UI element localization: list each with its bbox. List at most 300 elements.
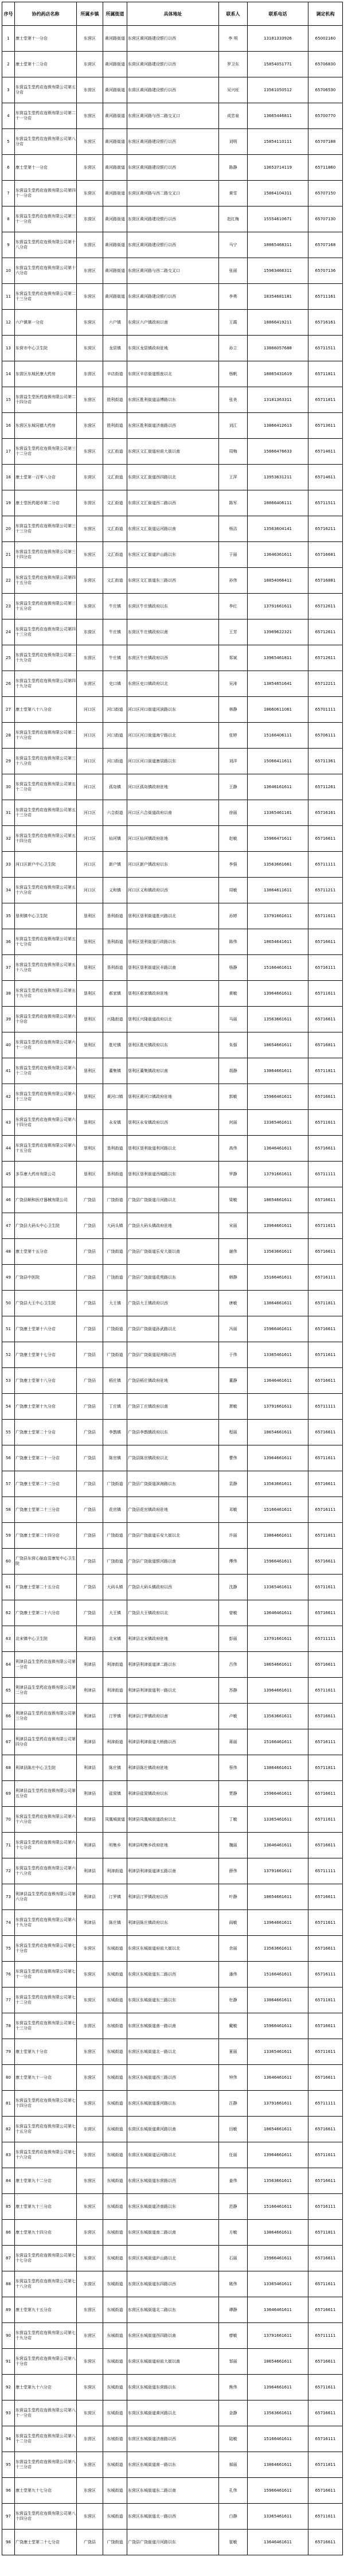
cell-town: 广饶县 <box>77 1368 103 1394</box>
cell-street: 东城街道 <box>103 2246 127 2271</box>
cell-index: 94 <box>2 2426 15 2452</box>
table-row <box>2 1652 343 1678</box>
cell-address: 东营区东城街道西三路以西 <box>127 2065 219 2091</box>
cell-index: 30 <box>2 774 15 800</box>
cell-index: 66 <box>2 1704 15 1729</box>
cell-address: 东营区黄河路建设银行以西 <box>127 155 219 181</box>
cell-town: 东营区 <box>77 413 103 439</box>
cell-index: 51 <box>2 1316 15 1342</box>
cell-index: 67 <box>2 1729 15 1755</box>
cell-agency: 65711611 <box>308 2142 343 2168</box>
cell-address: 东营区黄河路与西二路交叉口 <box>127 103 219 129</box>
table-row <box>2 2246 343 2271</box>
cell-agency: 65711611 <box>308 1807 343 1833</box>
cell-contact: 田敏 <box>219 2117 248 2142</box>
cell-agency: 65714611 <box>308 465 343 490</box>
cell-name: 东营益生堂药店连锁有限公司第五十三分店 <box>15 800 77 826</box>
cell-town: 东营区 <box>77 2271 103 2297</box>
cell-town: 广饶县 <box>77 1342 103 1368</box>
table-row <box>2 2452 343 2478</box>
cell-index: 21 <box>2 542 15 568</box>
cell-town: 垦利区 <box>77 1084 103 1110</box>
table-row <box>2 2504 343 2530</box>
table-row <box>2 1704 343 1729</box>
cell-name: 康士堂第九十四分店 <box>15 2220 77 2246</box>
cell-street: 六合街道 <box>103 800 127 826</box>
header-address: 具体地址 <box>127 2 219 26</box>
cell-phone: 13646361611 <box>248 542 308 568</box>
cell-agency: 65711611 <box>308 2271 343 2297</box>
table-row <box>2 232 343 258</box>
cell-contact: 廖敏 <box>219 2323 248 2349</box>
cell-agency: 65716611 <box>308 2478 343 2504</box>
cell-name: 东营益生堂药店连锁有限公司第六十七分店 <box>15 1833 77 1858</box>
cell-address: 东营区东城街道南二路以南 <box>127 2220 219 2246</box>
cell-street: 明集乡 <box>103 1833 127 1858</box>
cell-name: 东营益生堂药店连锁有限公司第五十九分店 <box>15 981 77 1007</box>
cell-town: 东营区 <box>77 284 103 310</box>
cell-contact: 熊伟 <box>219 2375 248 2400</box>
cell-index: 29 <box>2 749 15 774</box>
cell-contact: 蔡伟 <box>219 1755 248 1781</box>
table-row <box>2 129 343 155</box>
table-row <box>2 77 343 103</box>
cell-agency: 65711811 <box>308 1291 343 1316</box>
cell-phone: 15066411611 <box>248 749 308 774</box>
table-row <box>2 1471 343 1497</box>
cell-street: 文汇街道 <box>103 465 127 490</box>
cell-town: 广饶县 <box>77 1471 103 1497</box>
cell-street: 利津街道 <box>103 1652 127 1678</box>
cell-street: 郝家镇 <box>103 981 127 1007</box>
cell-index: 87 <box>2 2246 15 2271</box>
cell-name: 康士堂第九十分店 <box>15 2039 77 2065</box>
cell-street: 新户镇 <box>103 852 127 878</box>
cell-contact: 萧敏 <box>219 1394 248 1420</box>
cell-address: 东营区文汇街道东三路以西 <box>127 568 219 594</box>
cell-name: 康士堂第九十三分店 <box>15 2194 77 2220</box>
table-row <box>2 2142 343 2168</box>
table-row <box>2 1291 343 1316</box>
cell-town: 东营区 <box>77 2091 103 2117</box>
cell-name: 广饶康士堂第二十三分店 <box>15 1497 77 1523</box>
table-row <box>2 903 343 929</box>
cell-contact: 王霞 <box>219 310 248 336</box>
cell-index: 97 <box>2 2504 15 2530</box>
cell-town: 东营区 <box>77 2349 103 2375</box>
cell-index: 50 <box>2 1291 15 1316</box>
cell-agency: 65716611 <box>308 1936 343 1962</box>
cell-phone: 15166461611 <box>248 2426 308 2452</box>
cell-contact: 薛伟 <box>219 1858 248 1884</box>
cell-index: 38 <box>2 981 15 1007</box>
cell-contact: 赵敏 <box>219 826 248 852</box>
cell-agency: 65716881 <box>308 568 343 594</box>
table-row <box>2 387 343 413</box>
cell-name: 东营益生堂药店连锁有限公司第六十四分店 <box>15 1110 77 1136</box>
cell-agency: 65711611 <box>308 1910 343 1936</box>
cell-agency: 65714611 <box>308 439 343 465</box>
cell-contact: 冯丽 <box>219 1316 248 1342</box>
header-street: 所属街道 <box>103 2 127 26</box>
cell-address: 东营区黄河路与西二路交叉口 <box>127 181 219 206</box>
cell-name: 东营益生堂药店连锁有限公司第三十二分店 <box>15 439 77 465</box>
cell-index: 5 <box>2 129 15 155</box>
cell-agency: 65711611 <box>308 1342 343 1368</box>
cell-agency: 65700770 <box>308 103 343 129</box>
cell-name: 垦利镇中心卫生院 <box>15 903 77 929</box>
cell-phone: 13791661611 <box>248 1858 308 1884</box>
cell-agency: 65716111 <box>308 1265 343 1291</box>
cell-name: 广饶康士堂第二十二分店 <box>15 1471 77 1497</box>
cell-contact: 邹丽 <box>219 2349 248 2375</box>
cell-town: 东营区 <box>77 2194 103 2220</box>
cell-address: 垦利区董集镇政府以南 <box>127 1058 219 1084</box>
cell-street: 利津街道 <box>103 1729 127 1755</box>
table-row <box>2 542 343 568</box>
cell-town: 东营区 <box>77 2065 103 2091</box>
cell-street: 牛庄镇 <box>103 645 127 671</box>
table-row <box>2 774 343 800</box>
table-row <box>2 2297 343 2323</box>
cell-address: 东营区史口镇政府以北 <box>127 671 219 697</box>
cell-contact: 周敏 <box>219 878 248 903</box>
table-row <box>2 800 343 826</box>
cell-street: 东城街道 <box>103 2323 127 2349</box>
table-row <box>2 2375 343 2400</box>
cell-town: 河口区 <box>77 826 103 852</box>
cell-phone: 13791661611 <box>248 1162 308 1187</box>
cell-address: 东营区东城街道东二路以西 <box>127 1962 219 1987</box>
table-row <box>2 413 343 439</box>
cell-index: 36 <box>2 929 15 955</box>
cell-contact: 黄雪 <box>219 181 248 206</box>
cell-town: 东营区 <box>77 619 103 645</box>
cell-name: 东营益生堂药店连锁有限公司第八分店 <box>15 129 77 155</box>
cell-contact: 董静 <box>219 1368 248 1394</box>
cell-phone: 18865468311 <box>248 232 308 258</box>
table-row <box>2 206 343 232</box>
cell-street: 文汇街道 <box>103 568 127 594</box>
cell-index: 44 <box>2 1136 15 1162</box>
cell-contact: 魏丽 <box>219 1833 248 1858</box>
cell-index: 73 <box>2 1884 15 1910</box>
cell-index: 1 <box>2 26 15 52</box>
cell-contact: 李红 <box>219 594 248 619</box>
table-row <box>2 2039 343 2065</box>
cell-contact: 傅伟 <box>219 1549 248 1575</box>
table-row <box>2 1523 343 1549</box>
table-row <box>2 155 343 181</box>
cell-street: 垦利街道 <box>103 903 127 929</box>
cell-phone: 18866406111 <box>248 490 308 516</box>
cell-contact: 卢敏 <box>219 1704 248 1729</box>
cell-contact: 彭丽 <box>219 1626 248 1652</box>
cell-phone: 13646461611 <box>248 1368 308 1394</box>
cell-address: 广饶县广饶街道滨海路以东 <box>127 1471 219 1497</box>
cell-name: 东营益生堂药店连锁有限公司第三十八分店 <box>15 749 77 774</box>
cell-name: 东营市中心卫生院 <box>15 336 77 361</box>
cell-town: 东营区 <box>77 465 103 490</box>
cell-phone: 18654661611 <box>248 1420 308 1445</box>
cell-name: 河口区新户中心卫生院 <box>15 852 77 878</box>
cell-name: 东营益生堂药店连锁有限公司第七十二分店 <box>15 1987 77 2013</box>
cell-address: 河口区义和镇政府以西 <box>127 878 219 903</box>
cell-index: 88 <box>2 2271 15 2297</box>
cell-street: 文汇街道 <box>103 439 127 465</box>
cell-phone: 15966461611 <box>248 1316 308 1342</box>
cell-name: 东营益生堂药店连锁有限公司第八十分店 <box>15 2349 77 2375</box>
cell-phone: 13365461611 <box>248 2271 308 2297</box>
cell-name: 利津县益生堂药店连锁有限公司第一分店 <box>15 1652 77 1678</box>
cell-contact: 谭静 <box>219 2297 248 2323</box>
cell-index: 15 <box>2 387 15 413</box>
table-row <box>2 1342 343 1368</box>
cell-contact: 余丽 <box>219 1936 248 1962</box>
table-row <box>2 1110 343 1136</box>
cell-name: 东营益生堂药店连锁有限公司第五十二分店 <box>15 774 77 800</box>
cell-phone: 13646461611 <box>248 2065 308 2091</box>
cell-phone: 13563661661 <box>248 852 308 878</box>
cell-name: 广饶康士堂第十八分店 <box>15 1368 77 1394</box>
cell-address: 利津县凤凰城街道政府以北 <box>127 1807 219 1833</box>
cell-address: 垦利区垦利街道民丰路以南 <box>127 955 219 981</box>
cell-address: 广饶县广饶街道花苑路以东 <box>127 1265 219 1291</box>
cell-name: 东营益生堂药店连锁有限公司第七十五分店 <box>15 2117 77 2142</box>
cell-town: 东营区 <box>77 258 103 284</box>
cell-name: 利津县益生堂药店连锁有限公司第六分店 <box>15 1884 77 1910</box>
cell-agency: 65716161 <box>308 800 343 826</box>
table-row <box>2 1084 343 1110</box>
cell-agency: 65716611 <box>308 1652 343 1678</box>
cell-phone: 13646161611 <box>248 774 308 800</box>
cell-street: 胜坨镇 <box>103 1032 127 1058</box>
cell-agency: 65716611 <box>308 1549 343 1575</box>
cell-address: 东营区东城街道南一路以南 <box>127 2013 219 2039</box>
cell-street: 仙河镇 <box>103 826 127 852</box>
cell-street: 胜利街道 <box>103 413 127 439</box>
cell-phone: 15966461611 <box>248 1549 308 1575</box>
cell-town: 东营区 <box>77 2504 103 2530</box>
table-row <box>2 2478 343 2504</box>
cell-contact: 刘江 <box>219 413 248 439</box>
cell-town: 垦利区 <box>77 981 103 1007</box>
cell-street: 东城街道 <box>103 2478 127 2504</box>
table-row <box>2 1162 343 1187</box>
cell-contact: 陈静 <box>219 155 248 181</box>
cell-agency: 65711811 <box>308 1523 343 1549</box>
cell-town: 东营区 <box>77 336 103 361</box>
cell-contact: 曹伟 <box>219 1445 248 1471</box>
cell-street: 东城街道 <box>103 2142 127 2168</box>
cell-phone: 13791661611 <box>248 2091 308 2117</box>
cell-agency: 65706111 <box>308 723 343 749</box>
cell-address: 河口区河口街道河滨路以东 <box>127 697 219 723</box>
cell-contact: 唐敏 <box>219 1291 248 1316</box>
cell-phone: 18654661611 <box>248 1652 308 1678</box>
cell-name: 东营益生堂药店连锁有限公司第二十三分店 <box>15 284 77 310</box>
cell-index: 34 <box>2 878 15 903</box>
cell-name: 东营益生堂药店连锁有限公司第二十一分店 <box>15 103 77 129</box>
cell-phone: 13864661611 <box>248 1058 308 1084</box>
cell-agency: 65716611 <box>308 1007 343 1032</box>
cell-agency: 65716611 <box>308 2530 343 2555</box>
cell-phone: 13563661611 <box>248 1471 308 1497</box>
cell-index: 65 <box>2 1678 15 1704</box>
cell-street: 东城街道 <box>103 2426 127 2452</box>
cell-street: 孤岛镇 <box>103 774 127 800</box>
cell-street: 黄河路街道 <box>103 284 127 310</box>
cell-phone: 13646461611 <box>248 1833 308 1858</box>
cell-address: 垦利区胜坨镇政府以东 <box>127 1032 219 1058</box>
cell-name: 东营益生堂药店连锁有限公司第七十七分店 <box>15 2246 77 2271</box>
cell-index: 10 <box>2 258 15 284</box>
cell-name: 广饶康士堂第十六分店 <box>15 1316 77 1342</box>
table-row <box>2 1394 343 1420</box>
cell-name: 广饶县大王中心卫生院 <box>15 1291 77 1316</box>
cell-town: 广饶县 <box>77 1497 103 1523</box>
cell-street: 东城街道 <box>103 2349 127 2375</box>
table-row <box>2 439 343 465</box>
header-agency: 调定机构 <box>308 2 343 26</box>
cell-town: 东营区 <box>77 439 103 465</box>
table-row <box>2 1187 343 1213</box>
cell-contact: 郝丽 <box>219 2452 248 2478</box>
cell-town: 广饶县 <box>77 1316 103 1342</box>
cell-address: 利津县盐窝镇政府以东 <box>127 1781 219 1807</box>
table-row <box>2 465 343 490</box>
cell-phone: 15166461611 <box>248 1962 308 1987</box>
cell-agency: 65711111 <box>308 2323 343 2349</box>
table-row <box>2 1884 343 1910</box>
cell-name: 多芬康大药房有限公司 <box>15 1162 77 1187</box>
cell-town: 河口区 <box>77 697 103 723</box>
cell-street: 广饶街道 <box>103 1265 127 1291</box>
cell-index: 79 <box>2 2039 15 2065</box>
cell-agency: 65716611 <box>308 2065 343 2091</box>
cell-address: 东营区东城街道东营路以东 <box>127 2375 219 2400</box>
cell-address: 广饶县广饶街道月河路以东 <box>127 2530 219 2555</box>
cell-town: 河口区 <box>77 749 103 774</box>
cell-phone: 15166461611 <box>248 2194 308 2220</box>
cell-street: 陈庄镇 <box>103 1755 127 1781</box>
cell-phone: 13563661611 <box>248 1007 308 1032</box>
cell-phone: 18654661611 <box>248 2349 308 2375</box>
table-row <box>2 826 343 852</box>
cell-street: 河口街道 <box>103 697 127 723</box>
cell-contact: 宋丽 <box>219 1213 248 1239</box>
cell-address: 广饶县大王镇政府以西 <box>127 1291 219 1316</box>
cell-index: 82 <box>2 2117 15 2142</box>
cell-agency: 65716211 <box>308 516 343 542</box>
cell-address: 东营区六户镇政府以南 <box>127 310 219 336</box>
cell-name: 利津县益生堂药店连锁有限公司第二分店 <box>15 1678 77 1704</box>
cell-town: 广饶县 <box>77 1420 103 1445</box>
cell-agency: 65711211 <box>308 878 343 903</box>
cell-phone: 15166461611 <box>248 1497 308 1523</box>
cell-agency: 65716681 <box>308 542 343 568</box>
cell-contact: 李勇 <box>219 284 248 310</box>
cell-contact: 方敏 <box>219 2220 248 2246</box>
cell-contact: 苏静 <box>219 1678 248 1704</box>
cell-agency: 65716611 <box>308 1781 343 1807</box>
cell-agency: 65706530 <box>308 77 343 103</box>
cell-address: 利津县陈庄镇政府驻地 <box>127 1755 219 1781</box>
cell-address: 东营区东城街道济南路以西 <box>127 2426 219 2452</box>
cell-phone: 13964661611 <box>248 1445 308 1471</box>
cell-agency: 65711261 <box>308 774 343 800</box>
cell-agency: 65716111 <box>308 955 343 981</box>
cell-phone: 18866419211 <box>248 310 308 336</box>
cell-index: 93 <box>2 2400 15 2426</box>
cell-index: 2 <box>2 52 15 77</box>
cell-contact: 金静 <box>219 2400 248 2426</box>
cell-street: 文汇街道 <box>103 490 127 516</box>
cell-phone: 13965461811 <box>248 645 308 671</box>
cell-agency: 65711811 <box>308 1755 343 1781</box>
cell-street: 垦利街道 <box>103 929 127 955</box>
cell-address: 利津县汀罗镇政府以南 <box>127 1704 219 1729</box>
cell-agency: 65716611 <box>308 1316 343 1342</box>
cell-contact: 胡静 <box>219 1058 248 1084</box>
cell-agency: 65712211 <box>308 671 343 697</box>
cell-town: 广饶县 <box>77 1239 103 1265</box>
cell-phone: 13964661611 <box>248 1213 308 1239</box>
cell-name: 东营益生堂药店连锁有限公司第六十八分店 <box>15 1858 77 1884</box>
cell-street: 董集镇 <box>103 1058 127 1084</box>
cell-name: 东营益生堂药店连锁有限公司第五十八分店 <box>15 955 77 981</box>
cell-town: 广饶县 <box>77 1291 103 1316</box>
cell-street: 黄河路街道 <box>103 103 127 129</box>
table-row <box>2 1781 343 1807</box>
cell-street: 东城街道 <box>103 2194 127 2220</box>
cell-index: 35 <box>2 903 15 929</box>
cell-phone: 13646461611 <box>248 2530 308 2555</box>
cell-name: 东营益生堂药店连锁有限公司第四十五分店 <box>15 568 77 594</box>
cell-index: 89 <box>2 2297 15 2323</box>
cell-name: 东营益生堂药店连锁有限公司第五十七分店 <box>15 929 77 955</box>
table-row <box>2 1858 343 1884</box>
cell-address: 河口区孤岛镇政府驻地 <box>127 774 219 800</box>
cell-street: 东城街道 <box>103 2297 127 2323</box>
cell-town: 东营区 <box>77 361 103 387</box>
cell-phone: 13653714119 <box>248 155 308 181</box>
cell-address: 东营区文汇街道庐山路以东 <box>127 542 219 568</box>
cell-town: 广饶县 <box>77 1213 103 1239</box>
cell-town: 垦利区 <box>77 929 103 955</box>
cell-name: 康士堂第八十八分店 <box>15 697 77 723</box>
cell-street: 东城街道 <box>103 2504 127 2530</box>
cell-address: 广饶县陈官镇政府以北 <box>127 1445 219 1471</box>
cell-contact: 贾静 <box>219 1781 248 1807</box>
cell-town: 广饶县 <box>77 1600 103 1626</box>
cell-town: 东营区 <box>77 645 103 671</box>
cell-contact: 孙立 <box>219 336 248 361</box>
cell-index: 96 <box>2 2478 15 2504</box>
cell-index: 59 <box>2 1523 15 1549</box>
cell-town: 垦利区 <box>77 903 103 929</box>
table-row <box>2 1136 343 1162</box>
cell-town: 东营区 <box>77 2220 103 2246</box>
cell-agency: 65711611 <box>308 1678 343 1704</box>
cell-name: 东营益生堂药店连锁有限公司第四十一分店 <box>15 181 77 206</box>
table-row <box>2 594 343 619</box>
cell-town: 东营区 <box>77 490 103 516</box>
table-row <box>2 671 343 697</box>
cell-phone: 15966471611 <box>248 826 308 852</box>
cell-address: 河口区六合街道政府以南 <box>127 800 219 826</box>
cell-name: 广饶县中医院 <box>15 1265 77 1291</box>
